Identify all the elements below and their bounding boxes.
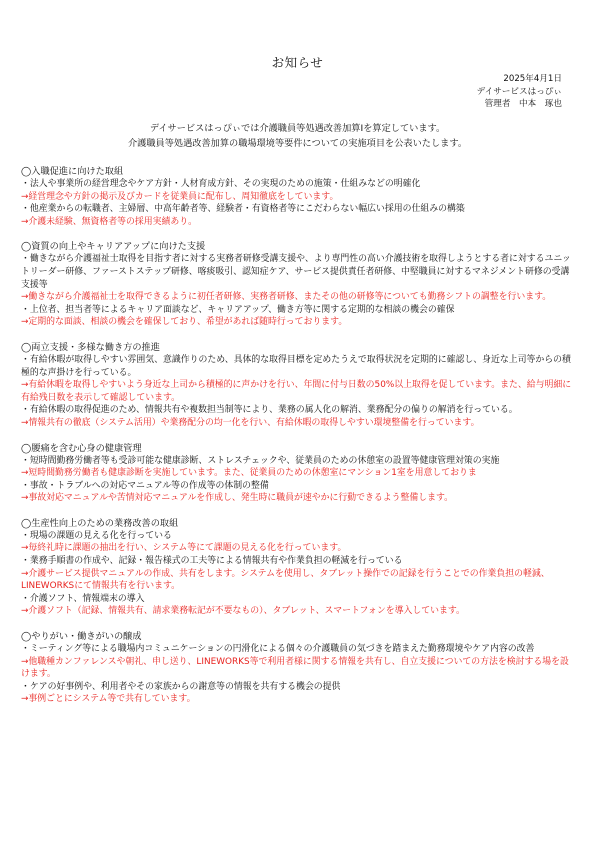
requirement-item: ・現場の課題の見える化を行っている [21, 530, 172, 541]
implementation-note: →介護未経験、無資格者等の採用実績あり。 [21, 216, 198, 227]
section-health-management [21, 442, 574, 505]
section-recruitment [21, 165, 574, 228]
intro-line: デイサービスはっぴぃでは介護職員等処遇改善加算Ⅰを算定しています。 [149, 123, 446, 134]
notice-date: 2025年4月1日 [503, 74, 562, 84]
implementation-note: →介護ソフト（記録、情報共有、請求業務転記が不要なもの）、タブレット、スマートフォンを導入しています。 [21, 606, 465, 617]
section-heading: ◯やりがい・働きがいの醸成 [21, 631, 142, 643]
requirement-item: ・法人や事業所の経営理念やケア方針・人材育成方針、その実現のための施策・仕組みなどの明確化 [21, 179, 421, 189]
implementation-note: →事故対応マニュアルや苦情対応マニュアルを作成し、発生時に職員が速やかに行動できるよう整備します。 [21, 493, 454, 504]
page-title: お知らせ [271, 55, 324, 70]
section-heading: ◯両立支援・多様な働き方の推進 [21, 341, 160, 353]
implementation-note: →他職種カンファレンスや朝礼、申し送り、LINEWORKS等で利用者様に関する情報を共有し、自立支援についての方法を検討する場を設けます。 [21, 656, 569, 680]
intro [0, 122, 595, 151]
requirement-item: ・有給休暇が取得しやすい雰囲気、意識作りのため、具体的な取得目標を定めたうえで取得状況を定期的に確認し、身近な上司等からの積極的な声掛けを行っている。 [21, 354, 571, 378]
facility-name: デイサービスはっぴぃ [476, 86, 562, 97]
section-motivation [21, 630, 574, 706]
manager-name: 管理者 中本 琢也 [484, 99, 562, 110]
requirement-item: ・事故・トラブルへの対応マニュアル等の作成等の体制の整備 [21, 480, 269, 491]
section-work-life-balance [21, 341, 574, 430]
section-heading: ◯腰痛を含む心身の健康管理 [21, 442, 142, 454]
intro-line: 介護職員等処遇改善加算の職場環境等要件についての実施項目を公表いたします。 [127, 137, 468, 149]
section-heading: ◯入職促進に向けた取組 [21, 166, 124, 177]
header-meta [477, 73, 562, 111]
requirement-item: ・働きながら介護福祉士取得を目指す者に対する実務者研修受講支援や、より専門性の高い介護技術を取得しようとする者に対するユニットリーダー研修、ファーストステップ研修、喀痰吸引、認知症ケア、サービス提供責任者研修、中堅職員に対するマネジメント研修の受講支援等 [21, 254, 571, 290]
section-heading: ◯資質の向上やキャリアアップに向けた支援 [21, 241, 206, 253]
implementation-note: →情報共有の徹底（システム活用）や業務配分の均一化を行い、有給休暇の取得しやすい環境整備を行っています。 [21, 417, 480, 428]
content [21, 165, 574, 718]
section-heading: ◯生産性向上のための業務改善の取組 [21, 517, 179, 529]
implementation-note: →介護サービス提供マニュアルの作成、共有をします。システムを使用し、タブレット操作での記録を行うことでの作業負担の軽減、LINEWORKSにて情報共有を行います。 [21, 568, 550, 592]
implementation-note: →事例ごとにシステム等で共有しています。 [21, 694, 196, 705]
section-career-support [21, 240, 574, 329]
requirement-item: ・業務手順書の作成や、記録・報告様式の工夫等による情報共有や作業負担の軽減を行っている [21, 556, 403, 567]
requirement-item: ・上位者、担当者等によるキャリア面談など、キャリアアップ、働き方等に関する定期的な相談の機会の確保 [21, 304, 455, 315]
requirement-item: ・ミーティング等による職場内コミュニケーションの円滑化による個々の介護職員の気づきを踏まえた勤務環境やケア内容の改善 [21, 644, 535, 655]
implementation-note: →短時間勤務労働者も健康診断を実施しています。また、従業員のための休憩室にマンション1室を用意しておりま [21, 468, 477, 479]
implementation-note: →有給休暇を取得しやすいよう身近な上司から積極的に声かけを行い、年間に付与日数の50%以上取得を促しています。また、給与明細に有給残日数を表示して確認しています。 [21, 380, 572, 403]
implementation-note: →経営理念や方針の掲示及びカードを従業員に配布し、周知徹底をしています。 [21, 191, 339, 202]
section-productivity [21, 517, 574, 618]
requirement-item: ・有給休暇の取得促進のため、情報共有や複数担当制等により、業務の属人化の解消、業務配分の偏りの解消を行っている。 [21, 405, 518, 416]
requirement-item: ・介護ソフト、情報端末の導入 [21, 593, 145, 604]
implementation-note: →毎終礼時に課題の抽出を行い、システム等にて課題の見える化を行っています。 [21, 543, 347, 554]
requirement-item: ・他産業からの転職者、主婦層、中高年齢者等、経験者・有資格者等にこだわらない幅広い採用の仕組みの構築 [21, 204, 465, 215]
requirement-item: ・短時間勤務労働者等も受診可能な健康診断、ストレスチェックや、従業員のための休憩室の設置等健康管理対策の実施 [21, 455, 500, 466]
implementation-note: →働きながら介護福祉士を取得できるように初任者研修、実務者研修、またその他の研修等についても勤務シフトの調整を行います。 [21, 292, 552, 303]
implementation-note: →定期的な面談、相談の機会を確保しており、希望があれば随時行っております。 [21, 317, 348, 328]
requirement-item: ・ケアの好事例や、利用者やその家族からの謝意等の情報を共有する機会の提供 [21, 681, 341, 692]
